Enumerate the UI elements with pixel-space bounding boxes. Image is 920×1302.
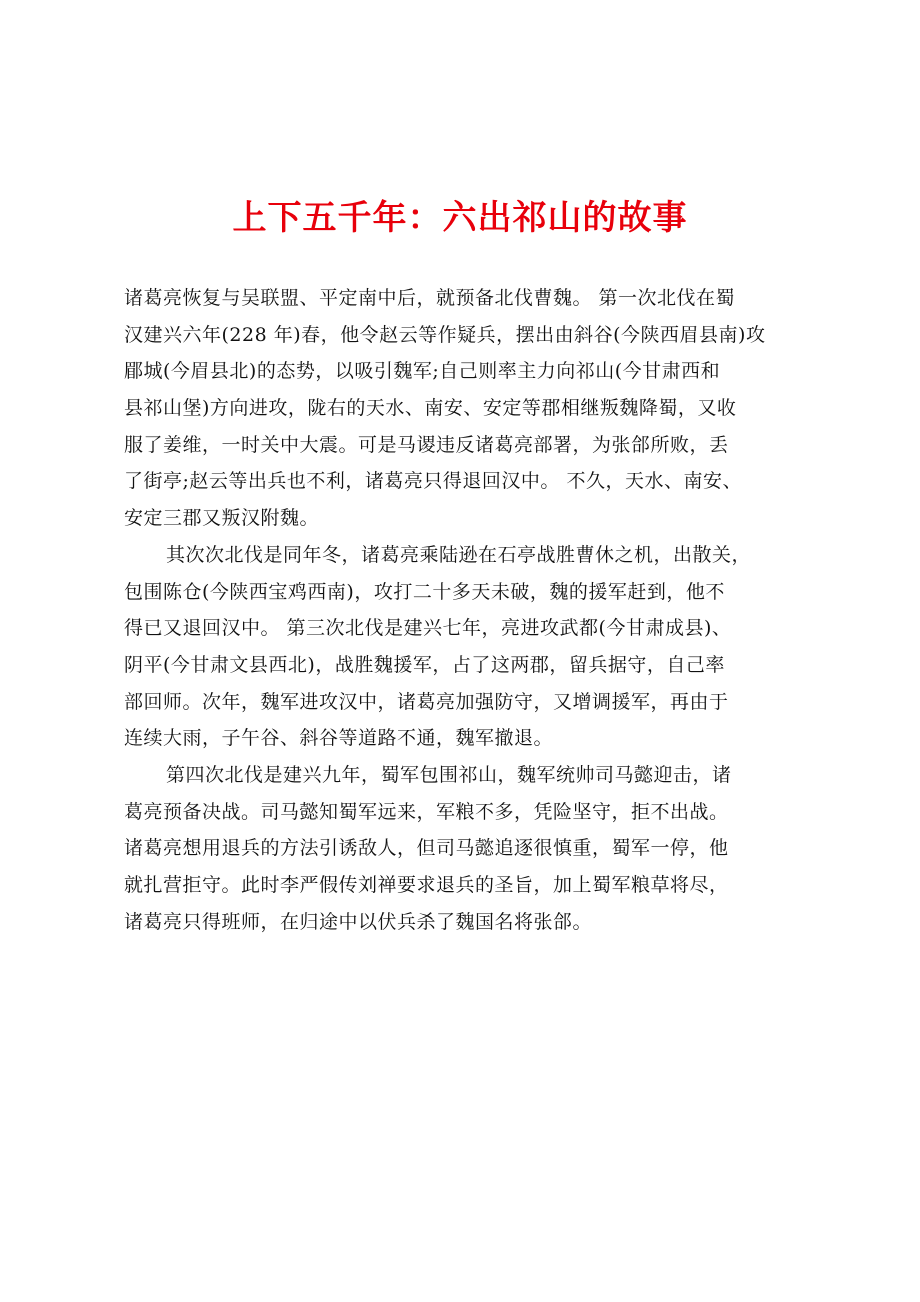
paragraph-line: 阴平(今甘肃文县西北)，战胜魏援军，占了这两郡，留兵据守，自己率 [124,653,725,676]
paragraph-line: 第四次北伐是建兴九年，蜀军包围祁山，魏军统帅司马懿迎击，诸 [166,763,732,786]
paragraph-line: 葛亮预备决战。司马懿知蜀军远来，军粮不多，凭险坚守，拒不出战。 [124,800,729,823]
paragraph-line: 服了姜维，一时关中大震。可是马谡违反诸葛亮部署，为张郃所败，丢 [124,433,729,456]
paragraph-2 [124,537,844,757]
paragraph-3 [124,757,844,940]
paragraph-line: 包围陈仓(今陕西宝鸡西南)，攻打二十多天未破，魏的援军赶到，他不 [124,580,725,603]
paragraph-line: 诸葛亮想用退兵的方法引诱敌人，但司马懿追逐很慎重，蜀军一停，他 [124,837,729,860]
paragraph-line: 就扎营拒守。此时李严假传刘禅要求退兵的圣旨，加上蜀军粮草将尽， [124,874,729,896]
paragraph-line: 郿城(今眉县北)的态势，以吸引魏军;自己则率主力向祁山(今甘肃西和 [124,360,721,383]
paragraph-line: 部回师。次年，魏军进攻汉中，诸葛亮加强防守，又增调援军，再由于 [124,690,729,713]
document-body [124,280,844,940]
paragraph-line: 诸葛亮恢复与吴联盟、平定南中后，就预备北伐曹魏。 第一次北伐在蜀 [124,287,736,309]
document-title: 上下五千年：六出祁山的故事 [232,198,688,238]
paragraph-line: 诸葛亮只得班师，在归途中以伏兵杀了魏国名将张郃。 [124,910,593,933]
paragraph-1 [124,280,844,537]
paragraph-line: 了街亭;赵云等出兵也不利，诸葛亮只得退回汉中。 不久，天水、南安、 [124,470,742,493]
paragraph-line: 得已又退回汉中。 第三次北伐是建兴七年，亮进攻武都(今甘肃成县)、 [124,617,732,640]
paragraph-line: 安定三郡又叛汉附魏。 [124,507,320,530]
paragraph-line: 汉建兴六年(228 年)春，他令赵云等作疑兵，摆出由斜谷(今陕西眉县南)攻 [124,323,766,346]
paragraph-line: 其次次北伐是同年冬，诸葛亮乘陆逊在石亭战胜曹休之机，出散关， [166,543,752,566]
paragraph-line: 县祁山堡)方向进攻，陇右的天水、南安、安定等郡相继叛魏降蜀，又收 [124,397,737,420]
paragraph-line: 连续大雨，子午谷、斜谷等道路不通，魏军撤退。 [124,727,554,750]
